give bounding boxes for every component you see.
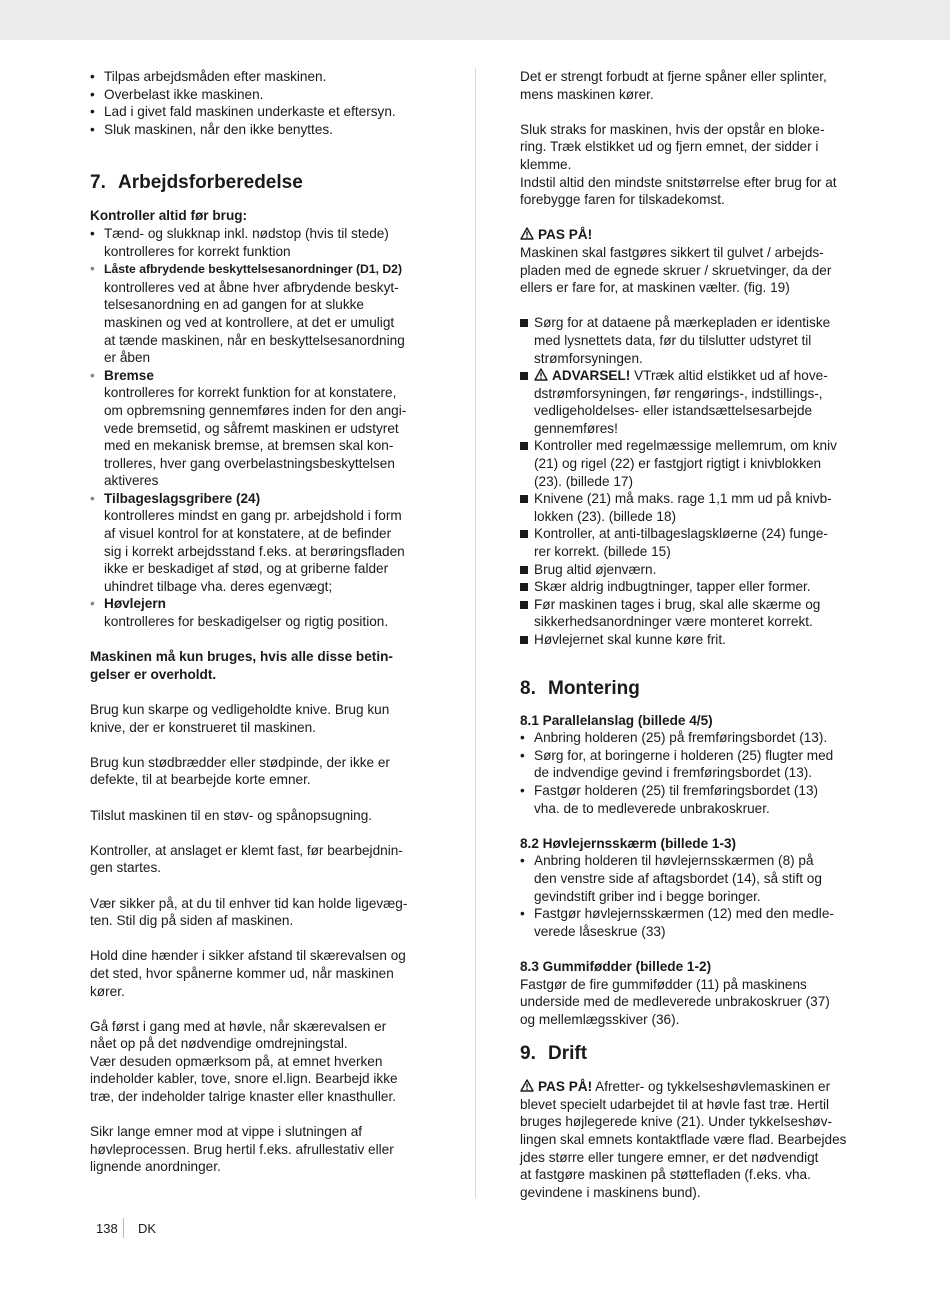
line: vede bremsetid, og såfremt maskinen er udstyret <box>104 420 399 436</box>
paragraph <box>90 947 435 1000</box>
left-column <box>90 68 435 1176</box>
paragraph <box>90 1018 435 1106</box>
page-number: 138 <box>96 1221 118 1236</box>
line: at fastgøre maskinen på støttefladen (f.eks. vha. <box>520 1167 811 1183</box>
line: underside med de medleverede unbrakoskruer (37) <box>520 994 830 1010</box>
section-number: 9. <box>520 1043 536 1065</box>
line: gevindstift griber ind i begge boringer. <box>534 888 761 904</box>
line: kontrolleres for korrekt funktion <box>104 243 291 259</box>
item-title: Låste afbrydende beskyttelsesanordninger (D1, D2) <box>104 262 403 277</box>
s82-list <box>520 852 865 940</box>
line: telsesanordning en ad gangen for at slukke <box>104 297 364 313</box>
column-divider <box>475 68 476 1198</box>
list-item: • Sluk maskinen, når den ikke benyttes. <box>90 121 435 139</box>
list-item <box>520 747 865 782</box>
line: verede låseskrue (33) <box>534 923 666 939</box>
line: trolleres, hver gang overbelastningsbeskyttelsen <box>104 455 395 471</box>
line: ten. Stil dig på siden af maskinen. <box>90 913 294 929</box>
list-item <box>520 631 865 649</box>
line: VTræk altid elstikket ud af hove- <box>634 368 828 384</box>
list-item <box>520 525 865 560</box>
line: gen startes. <box>90 860 162 876</box>
line: kører. <box>90 983 125 999</box>
line: ikke er beskadiget af stød, og at griberne falder <box>104 561 389 577</box>
line: høvleprocessen. Brug hertil f.eks. afrullestativ eller <box>90 1141 394 1157</box>
line: defekte, til at bearbejde korte emner. <box>90 772 311 788</box>
square-bullet-list <box>520 314 865 648</box>
bold-note <box>90 648 435 683</box>
line: Knivene (21) må maks. rage 1,1 mm ud på knivb- <box>534 491 832 507</box>
list-item <box>90 595 435 630</box>
line: det sted, hvor spånerne kommer ud, når maskinen <box>90 965 394 981</box>
list-item <box>90 225 435 260</box>
line: mens maskinen kører. <box>520 86 654 102</box>
line: af visuel kontrol for at konstatere, at de befinder <box>104 526 392 542</box>
section-9-heading <box>520 1042 865 1066</box>
line: Sørg for at dataene på mærkepladen er identiske <box>534 315 831 331</box>
line: Fastgør de fire gummifødder (11) på maskinens <box>520 976 807 992</box>
line: rer korrekt. (billede 15) <box>534 544 671 560</box>
paragraph <box>90 842 435 877</box>
line: Før maskinen tages i brug, skal alle skærme og <box>534 596 821 612</box>
list-item <box>520 314 865 367</box>
line: kontrolleres for beskadigelser og rigtig position. <box>104 614 389 630</box>
right-column <box>520 68 865 1201</box>
warning-triangle-icon <box>520 1079 534 1092</box>
line: de indvendige gevind i fremføringsbordet (13). <box>534 765 813 781</box>
line: Brug kun skarpe og vedligeholdte knive. Brug kun <box>90 702 390 717</box>
line: Vær sikker på, at du til enhver tid kan holde ligevæg- <box>90 895 408 911</box>
line: ring. Træk elstikket ud og fjern emnet, der sidder i <box>520 139 819 155</box>
line: Fastgør høvlejernsskærmen (12) med den medle- <box>534 906 834 922</box>
paragraph <box>520 976 865 1029</box>
line: er åben <box>104 350 151 366</box>
line: Brug altid øjenværn. <box>534 561 657 577</box>
paragraph <box>90 754 435 789</box>
list-item <box>520 905 865 940</box>
line: gennemføres! <box>534 420 618 436</box>
line: dstrømforsyningen, før rengørings-, indstillings-, <box>534 385 823 401</box>
paragraph <box>90 895 435 930</box>
line: Maskinen må kun bruges, hvis alle disse betin- <box>90 649 393 665</box>
list-item <box>520 490 865 525</box>
list-item <box>520 852 865 905</box>
list-item <box>520 782 865 817</box>
list-item <box>520 596 865 631</box>
line: indeholder kabler, tove, snore el.lign. Bearbejd ikke <box>90 1071 398 1087</box>
line: (23). (billede 17) <box>534 473 633 489</box>
line: kontrolleres mindst en gang pr. arbejdshold i form <box>104 508 402 524</box>
list-item <box>90 367 435 490</box>
line: gelser er overholdt. <box>90 666 217 682</box>
line: Kontroller med regelmæssige mellemrum, om kniv <box>534 438 837 454</box>
caution-block <box>520 226 865 296</box>
top-bar <box>0 0 950 40</box>
paragraph <box>520 1078 865 1201</box>
subsection-title: 8.1 Parallelanslag (billede 4/5) <box>520 712 713 728</box>
line: træ, der indeholder talrige knaster eller knasthuller. <box>90 1089 397 1105</box>
intro-bullet-list <box>90 68 435 138</box>
line: Kontroller, at anti-tilbageslagskløerne (24) funge- <box>534 526 828 542</box>
line: blevet specielt udarbejdet til at høvle fast træ. Hertil <box>520 1096 830 1112</box>
line: Sikr lange emner mod at vippe i slutningen af <box>90 1124 363 1140</box>
line: Hold dine hænder i sikker afstand til skærevalsen og <box>90 948 406 964</box>
item-title: Høvlejern <box>104 596 166 612</box>
check-list <box>90 225 435 631</box>
line: Anbring holderen til høvlejernsskærmen (8) på <box>534 853 814 869</box>
paragraph <box>90 1123 435 1176</box>
line: lokken (23). (billede 18) <box>534 508 677 524</box>
line: Tilslut maskinen til en støv- og spånopsugning. <box>90 807 373 823</box>
paragraph <box>520 68 865 103</box>
section-number: 8. <box>520 677 536 699</box>
line: (21) og rigel (22) er fastgjort rigtigt i knivblokken <box>534 456 822 472</box>
line: Brug kun stødbrædder eller stødpinde, der ikke er <box>90 754 390 770</box>
list-item <box>520 367 865 437</box>
line: Skær aldrig indbugtninger, tapper eller former. <box>534 579 811 595</box>
footer-divider <box>123 1218 124 1238</box>
line: kontrolleres for korrekt funktion for at konstatere, <box>104 385 397 401</box>
line: kontrolleres ved at åbne hver afbrydende beskyt- <box>104 279 399 295</box>
line: forebygge faren for tilskadekomst. <box>520 192 725 208</box>
list-item <box>520 437 865 490</box>
section-title: Montering <box>548 677 640 699</box>
line: Fastgør holderen (25) til fremføringsbordet (13) <box>534 782 819 798</box>
line: lingen skal emnets kontaktflade være flad. Bearbejdes <box>520 1132 847 1148</box>
line: vha. de to medleverede unbrakoskruer. <box>534 800 770 816</box>
line: nået op på det nødvendige omdrejningstal. <box>90 1036 348 1052</box>
line: med lysnettets data, før du tilslutter udstyret til <box>534 332 812 348</box>
list-item <box>90 260 435 367</box>
line: med en mekanisk bremse, at bremsen skal kon- <box>104 438 394 454</box>
line: Tænd- og slukknap inkl. nødstop (hvis til stede) <box>104 225 389 241</box>
line: Maskinen skal fastgøres sikkert til gulvet / arbejds- <box>520 244 824 260</box>
line: maskinen og ved at kontrollere, at det er umuligt <box>104 314 395 330</box>
list-item <box>520 729 865 747</box>
list-item: • Lad i givet fald maskinen underkaste et eftersyn. <box>90 103 435 121</box>
subsection-title: 8.2 Høvlejernsskærm (billede 1-3) <box>520 835 737 851</box>
section-title: Drift <box>548 1043 588 1065</box>
caution-label: PAS PÅ! <box>538 227 593 243</box>
paragraph <box>90 701 435 736</box>
line: om opbremsning gennemføres inden for den angi- <box>104 402 407 418</box>
list-item: • Tilpas arbejdsmåden efter maskinen. <box>90 68 435 86</box>
caution-label: PAS PÅ! <box>538 1079 593 1095</box>
line: gevindene i maskinens bund). <box>520 1184 701 1200</box>
list-item <box>520 578 865 596</box>
line: Høvlejernet skal kunne køre frit. <box>534 632 726 647</box>
line: uhindret tilbage vha. deres egenvægt; <box>104 578 333 594</box>
line: den venstre side af aftagsbordet (14), så stift og <box>534 870 822 886</box>
list-item <box>90 490 435 596</box>
line: bruges højlegerede knive (21). Under tykkelseshøv- <box>520 1114 833 1130</box>
warning-triangle-icon <box>520 227 534 240</box>
section-8-heading <box>520 677 865 701</box>
line: sig i korrekt arbejdsstand f.eks. at berøringsfladen <box>104 543 405 559</box>
line: Anbring holderen (25) på fremføringsbordet (13). <box>534 730 828 746</box>
s81-list <box>520 729 865 817</box>
item-title: Tilbageslagsgribere (24) <box>104 490 261 506</box>
warning-label: ADVARSEL! <box>552 368 631 384</box>
list-item <box>520 561 865 579</box>
subsection-title: 8.3 Gummifødder (billede 1-2) <box>520 958 712 974</box>
line: Kontroller, at anslaget er klemt fast, før bearbejdnin- <box>90 842 403 858</box>
line: Indstil altid den mindste snitstørrelse efter brug for at <box>520 174 837 190</box>
line: Gå først i gang med at høvle, når skærevalsen er <box>90 1018 387 1034</box>
section-number: 7. <box>90 172 106 194</box>
line: lignende anordninger. <box>90 1159 221 1175</box>
language-code: DK <box>138 1221 157 1236</box>
list-item: • Overbelast ikke maskinen. <box>90 86 435 104</box>
line: Afretter- og tykkelseshøvlemaskinen er <box>595 1079 831 1095</box>
warning-triangle-icon <box>534 368 548 381</box>
line: pladen med de egnede skruer / skruetvinger, da der <box>520 262 832 278</box>
check-heading: Kontroller altid før brug: <box>90 208 248 224</box>
paragraph <box>520 121 865 209</box>
line: vedligeholdelses- eller istandsættelsesarbejde <box>534 403 813 419</box>
section-7-heading <box>90 171 435 195</box>
line: og mellemlægsskiver (36). <box>520 1011 680 1027</box>
line: at tænde maskinen, når en beskyttelsesanordning <box>104 332 405 348</box>
section-title: Arbejdsforberedelse <box>118 172 303 194</box>
line: ellers er fare for, at maskinen vælter. (fig. 19) <box>520 280 790 296</box>
line: strømforsyningen. <box>534 350 643 366</box>
line: aktiveres <box>104 473 159 489</box>
line: Sluk straks for maskinen, hvis der opstår en bloke- <box>520 121 825 137</box>
line: Sørg for, at boringerne i holderen (25) flugter med <box>534 747 834 763</box>
item-title: Bremse <box>104 367 154 383</box>
line: sikkerhedsanordninger være monteret korrekt. <box>534 614 813 630</box>
line: klemme. <box>520 156 572 172</box>
paragraph <box>90 807 435 825</box>
line: knive, der er konstrueret til maskinen. <box>90 719 316 735</box>
line: jdes større eller tungere emner, er det nødvendigt <box>520 1149 819 1165</box>
line: Det er strengt forbudt at fjerne spåner eller splinter, <box>520 69 827 84</box>
line: Vær desuden opmærksom på, at emnet hverken <box>90 1053 383 1069</box>
